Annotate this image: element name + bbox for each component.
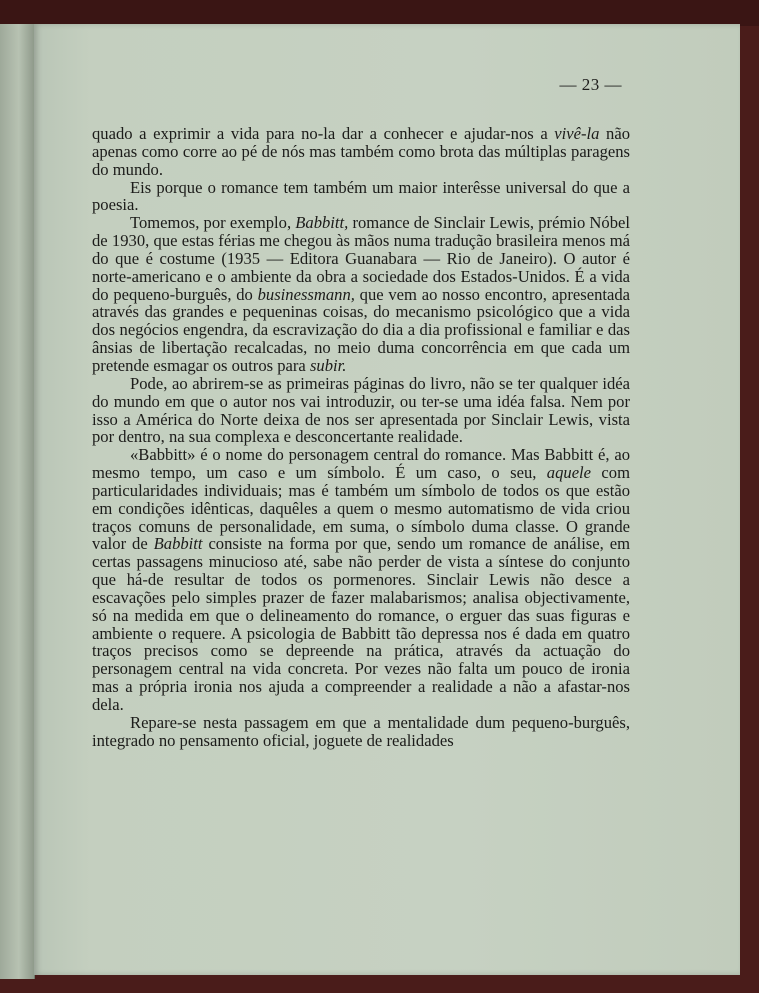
left-page-edge <box>0 24 35 979</box>
body-text <box>92 125 630 750</box>
italic-text: aquele <box>546 463 592 483</box>
paragraph-p6 <box>92 714 630 750</box>
text-segment: romance de Sinclair Lewis, prémio Nóbel de 1930, que estas férias me chegou às mãos numa tradução brasileira menos má do que é costume (1935 — Editora Guanabara — Rio de Janeiro). O autor é norte-americano e o ambiente da obra a sociedade dos Estados-Unidos. É a vida do pequeno-burguês, do <box>92 213 630 304</box>
text-segment: que vem ao nosso encontro, apresentada através das grandes e pequeninas coisas, do mecanismo psicológico que a vida dos negócios engendra, da escravização do dia a dia profissional e familiar e das ânsias de libertação recalcadas, no meio duma concorrência em que cada um pretende esmagar os outros para <box>92 284 630 375</box>
paragraph-p1 <box>92 125 630 179</box>
page-number: — 23 — <box>559 75 622 94</box>
text-segment: com particularidades individuais; mas é também um símbolo de todos os que estão em condições idênticas, daquêles a quem o mesmo automatismo de vida criou traços comuns de personalidade, em suma, o símbolo duma classe. O grande valor de <box>92 463 631 554</box>
text-segment: quado a exprimir a vida para no-la dar a conhecer e ajudar-nos a <box>92 124 555 143</box>
book-page <box>34 24 740 975</box>
text-segment: «Babbitt» é o nome do personagem central do romance. Mas Babbitt é, ao mesmo tempo, um caso e um símbolo. É um caso, o seu, <box>92 445 630 483</box>
italic-text: Babbitt <box>153 534 203 554</box>
paragraph-p4 <box>92 375 630 446</box>
paragraph-p3 <box>92 214 630 375</box>
text-segment: consiste na forma por que, sendo um romance de análise, em certas passagens minucioso até, sabe não perder de vista a síntese do conjunto que há-de resultar de todos os pormenores. Sinclair Lewis não desce a escavações pelo simples prazer de fazer malabarismos; analisa objectivamente, só na medida em que o delineamento do romance, o erguer das suas figuras e ambiente o requere. A psicologia de Babbitt tão depressa nos é dada em quatro traços precisos como se depreende na prática, através da actuação do personagem central na vida concreta. Por vezes não falta um pouco de ironia mas a própria ironia nos ajuda a compreender a realidade a não a afastar-nos dela. <box>92 534 630 714</box>
text-segment: não apenas como corre ao pé de nós mas também como brota das múltiplas paragens do mundo. <box>92 124 630 179</box>
italic-text: vivê-la <box>554 124 600 143</box>
paragraph-p2 <box>92 179 630 215</box>
text-segment: Repare-se nesta passagem em que a mentalidade dum pequeno-burguês, integrado no pensamento oficial, joguete de realidades <box>92 712 630 750</box>
text-segment: Tomemos, por exemplo, <box>130 213 296 233</box>
italic-text: Babbitt, <box>295 213 349 233</box>
text-segment: Eis porque o romance tem também um maior interêsse universal do que a poesia. <box>92 177 630 215</box>
text-segment: Pode, ao abrirem-se as primeiras páginas do livro, não se ter qualquer idéa do mundo em que o autor nos vai introduzir, ou ter-se uma idéa falsa. Nem por isso a América do Norte deixa de nos ser apresentada por Sinclair Lewis, vista por dentro, na sua complexa e desconcertante realidade. <box>92 373 630 447</box>
paragraph-p5 <box>92 446 630 714</box>
italic-text: businessmann, <box>257 284 355 304</box>
italic-text: subir. <box>309 355 347 375</box>
book-spine-background <box>0 0 759 26</box>
